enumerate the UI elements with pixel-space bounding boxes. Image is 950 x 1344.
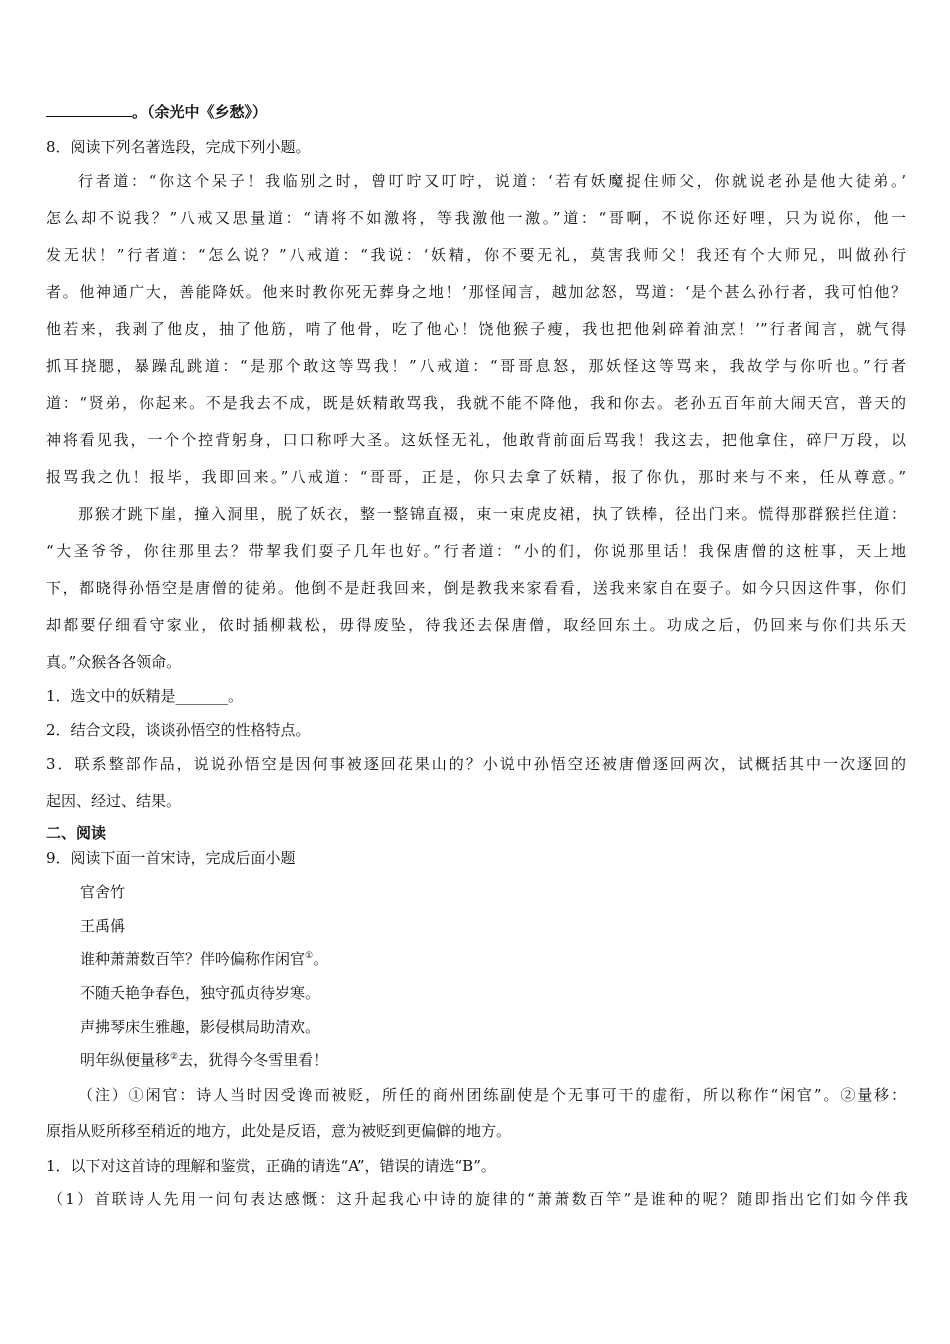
footnote-mark: ② — [170, 1052, 179, 1062]
passage-line: “大圣爷爷，你往那里去？带挈我们耍子几年也好。”行者道：“小的们，你说那里话！我保唐僧的这桩事，天上地 — [46, 542, 906, 560]
section-heading: 二、阅读 — [46, 824, 107, 842]
passage-line: 者。他神通广大，善能降妖。他来时教你死无葬身之地！’那怪闻言，越加忿怒，骂道：‘是个甚么孙行者，我可怕他？ — [46, 283, 906, 301]
passage-line: 报骂我之仇！报毕，我即回来。”八戒道：“哥哥，正是，你只去拿了妖精，报了你仇，那时来与不来，任从尊意。” — [46, 468, 906, 486]
q9-item-1: （1）首联诗人先用一问句表达感慨：这升起我心中诗的旋律的“萧萧数百竿”是谁种的呢？随即指出它们如今伴我 — [48, 1190, 908, 1208]
q8-sub-question-1: 1．选文中的妖精是_______。 — [46, 687, 244, 705]
passage-line: 行者道：“你这个呆子！我临别之时，曾叮咛又叮咛，说道：‘若有妖魔捉住师父，你就说老孙是他大徒弟。’ — [78, 172, 906, 190]
passage-line: 那猴才跳下崖，撞入洞里，脱了妖衣，整一整锦直裰，束一束虎皮裙，执了铁棒，径出门来。慌得那群猴拦住道： — [78, 505, 906, 523]
question-8-title: 8．阅读下列名著选段，完成下列小题。 — [46, 138, 311, 156]
q8-sub-question-2: 2．结合文段，谈谈孙悟空的性格特点。 — [46, 721, 311, 739]
passage-line: 真。”众猴各各领命。 — [46, 653, 182, 671]
poem-line: 声拂琴床生雅趣，影侵棋局助清欢。 — [80, 1018, 321, 1036]
q8-sub-question-3: 3．联系整部作品，说说孙悟空是因何事被逐回花果山的？小说中孙悟空还被唐僧逐回两次，试概括其中一次逐回的 — [46, 755, 906, 773]
poem-title: 官舍竹 — [80, 883, 126, 901]
q8-sub-question-3-cont: 起因、经过、结果。 — [46, 792, 182, 810]
poem-line: 明年纵便量移②去，犹得今冬雪里看！ — [80, 1051, 329, 1069]
passage-line: 抓耳挠腮，暴躁乱跳道：“是那个敢这等骂我！”八戒道：“哥哥息怒，那妖怪这等骂来，我故学与你听也。”行者 — [46, 357, 906, 375]
poem-line: 谁种萧萧数百竿？伴吟偏称作闲官①。 — [80, 950, 329, 968]
footnote-mark: ① — [305, 951, 314, 961]
passage-line: 怎么却不说我？”八戒又思量道：“请将不如激将，等我激他一激。”道：“哥啊，不说你还好哩，只为说你，他一 — [46, 209, 906, 227]
passage-line: 道：“贤弟，你起来。不是我去不成，既是妖精敢骂我，我就不能不降他，我和你去。老孙五百年前大闹天宫，普天的 — [46, 394, 906, 412]
header-line-tail: 。（余光中《乡愁》） — [132, 103, 268, 121]
q9-sub-question-1: 1．以下对这首诗的理解和鉴赏，正确的请选“A”，错误的请选“B”。 — [46, 1157, 496, 1175]
passage-line: 他若来，我剥了他皮，抽了他筋，啃了他骨，吃了他心！饶他猴子瘦，我也把他剁碎着油烹！’”行者闻言，就气得 — [46, 320, 906, 338]
poem-line: 不随夭艳争春色，独守孤贞待岁寒。 — [80, 984, 321, 1002]
passage-line: 下，都晓得孙悟空是唐僧的徒弟。他倒不是赶我回来，倒是教我来家看看，送我来家自在耍子。如今只因这件事，你们 — [46, 579, 906, 597]
answer-blank — [46, 102, 132, 117]
passage-line: 却都要仔细看守家业，依时插柳栽松，毋得废坠，待我还去保唐僧，取经回东土。功成之后，仍回来与你们共乐天 — [46, 616, 906, 634]
poem-note-cont: 原指从贬所移至稍近的地方，此处是反语，意为被贬到更偏僻的地方。 — [46, 1122, 512, 1140]
poem-note: （注）①闲官：诗人当时因受谗而被贬，所任的商州团练副使是个无事可干的虚衔，所以称作“闲官”。②量移： — [78, 1086, 906, 1104]
passage-line: 发无状！”行者道：“怎么说？”八戒道：“我说：‘妖精，你不要无礼，莫害我师父！我还有个大师兄，叫做孙行 — [46, 246, 906, 264]
question-9-title: 9．阅读下面一首宋诗，完成后面小题 — [46, 849, 296, 867]
passage-line: 神将看见我，一个个控背躬身，口口称呼大圣。这妖怪无礼，他敢背前面后骂我！我这去，把他拿住，碎尸万段，以 — [46, 431, 906, 449]
poem-author: 王禹偁 — [80, 917, 126, 935]
header-line — [46, 102, 906, 122]
